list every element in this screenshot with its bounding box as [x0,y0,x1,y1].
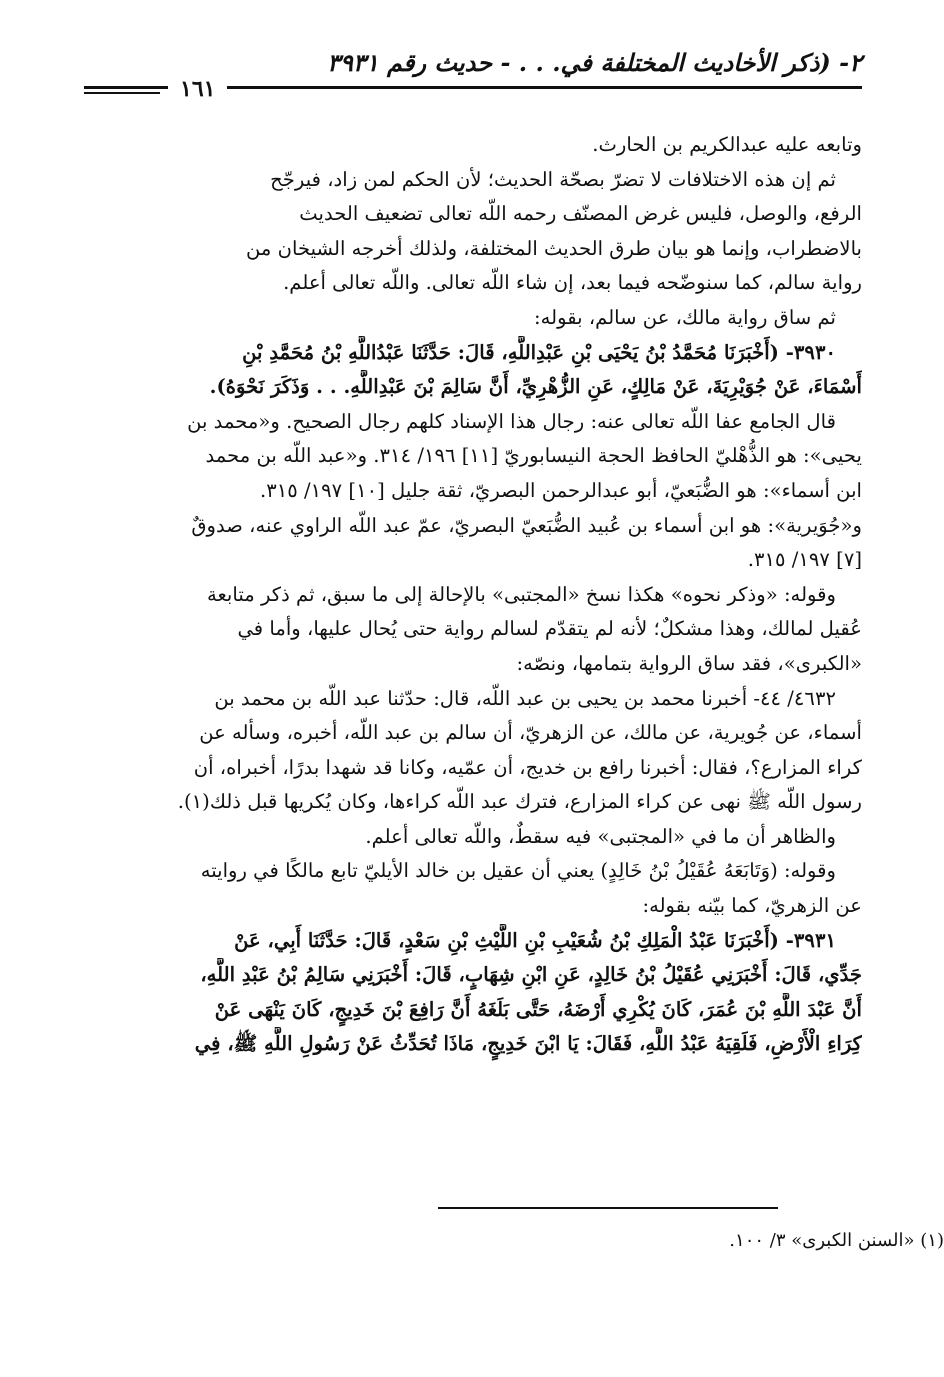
page-header [84,40,862,102]
text-line: كراء المزارع؟، فقال: أخبرنا رافع بن خديج، أن عمّيه، وكانا قد شهدا بدرًا، أخبراه، أن [193,755,862,779]
text-line: يحيى»: هو الذُّهْليّ الحافظ الحجة النيسابوريّ [١١] ١٩٦/ ٣١٤. و«عبد اللّه بن محمد [205,444,862,468]
page-number: ١٦١ [168,76,227,102]
text-line: أسماء، عن جُويرية، عن مالك، عن الزهريّ، أن سالم بن عبد اللّه، أخبره، وسأله عن [199,721,862,745]
text-line: ابن أسماء»: هو الضُّبَعيّ، أبو عبدالرحمن البصريّ، ثقة جليل [١٠] ١٩٧/ ٣١٥. [259,478,862,502]
text-line: ثم ساق رواية مالك، عن سالم، بقوله: [534,305,836,329]
text-line: رواية سالم، كما سنوضّحه فيما بعد، إن شاء اللّه تعالى. واللّه تعالى أعلم. [283,271,862,295]
text-line: ٣٩٣٠- (أَخْبَرَنَا مُحَمَّدُ بْنُ يَحْيَى بْنِ عَبْدِاللَّهِ، قَالَ: حَدَّثَنَا عَبْدُاللَّهِ بْنُ مُحَمَّدِ بْنِ [242,340,836,364]
text-line: أَنَّ عَبْدَ اللَّهِ بْنَ عُمَرَ، كَانَ يُكْرِي أَرْضَهُ، حَتَّى بَلَغَهُ أَنَّ رَافِعَ بْنَ خَدِيجٍ، كَانَ يَنْهَى عَنْ [214,997,862,1021]
text-line: أَسْمَاءَ، عَنْ جُوَيْرِيَةَ، عَنْ مَالِكٍ، عَنِ الزُّهْرِيِّ، أَنَّ سَالِمَ بْنَ عَبْدِاللَّهِ. . . وَذَكَرَ نَحْوَهُ). [209,375,862,399]
book-page [84,40,862,1062]
text-line: ٤٦٣٢/ ٤٤- أخبرنا محمد بن يحيى بن عبد اللّه، قال: حدّثنا عبد اللّه بن محمد بن [214,686,836,710]
text-line: رسول اللّه ﷺ نهى عن كراء المزارع، فترك عبد اللّه كراءها، وكان يُكريها قبل ذلك(١). [177,790,862,814]
text-line: وتابعه عليه عبدالكريم بن الحارث. [592,133,862,156]
footnote-rule [438,1207,778,1209]
text-line: بالاضطراب، وإنما هو بيان طرق الحديث المختلفة، ولذلك أخرجه الشيخان من [245,236,862,260]
text-line: الرفع، والوصل، فليس غرض المصنّف رحمه اللّه تعالى تضعيف الحديث [299,202,862,226]
text-line: وقوله: (وَتَابَعَهُ عُقَيْلُ بْنُ خَالِدٍ) يعني أن عقيل بن خالد الأيليّ تابع مالكًا في روايته [200,859,836,883]
text-line: عُقيل لمالك، وهذا مشكلٌ؛ لأنه لم يتقدّم لسالم رواية حتى يُحال عليها، وأما في [237,617,862,641]
text-line: ٣٩٣١- (أَخْبَرَنَا عَبْدُ الْمَلِكِ بْنُ شُعَيْبِ بْنِ اللَّيْثِ بْنِ سَعْدٍ، قَالَ: حَدَّثَنَا أَبِي، عَنْ [234,928,836,952]
text-line: وقوله: «وذكر نحوه» هكذا نسخ «المجتبى» بالإحالة إلى ما سبق، ثم ذكر متابعة [206,582,836,606]
text-line: ثم إن هذه الاختلافات لا تضرّ بصحّة الحديث؛ لأن الحكم لمن زاد، فيرجّح [270,167,836,191]
text-line: قال الجامع عفا اللّه تعالى عنه: رجال هذا الإسناد كلهم رجال الصحيح. و«محمد بن [187,409,836,433]
footnote: (١) «السنن الكبرى» ٣/ ١٠٠. [729,1230,944,1251]
text-line: والظاهر أن ما في «المجتبى» فيه سقطٌ، واللّه تعالى أعلم. [365,824,836,848]
running-title: ٢- (ذكر الأخاديث المختلفة في. . . - حديث رقم ٣٩٣١ [327,48,862,77]
text-line: كِرَاءِ الْأَرْضِ، فَلَقِيَهُ عَبْدُ اللَّهِ، فَقَالَ: يَا ابْنَ خَدِيجٍ، مَاذَا تُحَدِّثُ عَنْ رَسُولِ اللَّهِ ﷺ، فِي [194,1032,862,1056]
text-line: [٧] ١٩٧/ ٣١٥. [747,548,862,572]
body-text [84,128,862,1062]
header-rule-left [84,86,160,89]
text-line: و«جُوَيرية»: هو ابن أسماء بن عُبيد الضُّبَعيّ البصريّ، عمّ عبد اللّه الراوي عنه، صدوقٌ [191,513,862,537]
text-line: جَدِّي، قَالَ: أَخْبَرَنِي عُقَيْلُ بْنُ خَالِدٍ، عَنِ ابْنِ شِهَابٍ، قَالَ: أَخْبَرَنِي سَالِمُ بْنُ عَبْدِ اللَّهِ، [200,963,862,987]
text-line: عن الزهريّ، كما بيّنه بقوله: [642,894,862,918]
header-rule-left-double [84,92,160,94]
text-line: «الكبرى»، فقد ساق الرواية بتمامها، ونصّه: [516,651,862,675]
